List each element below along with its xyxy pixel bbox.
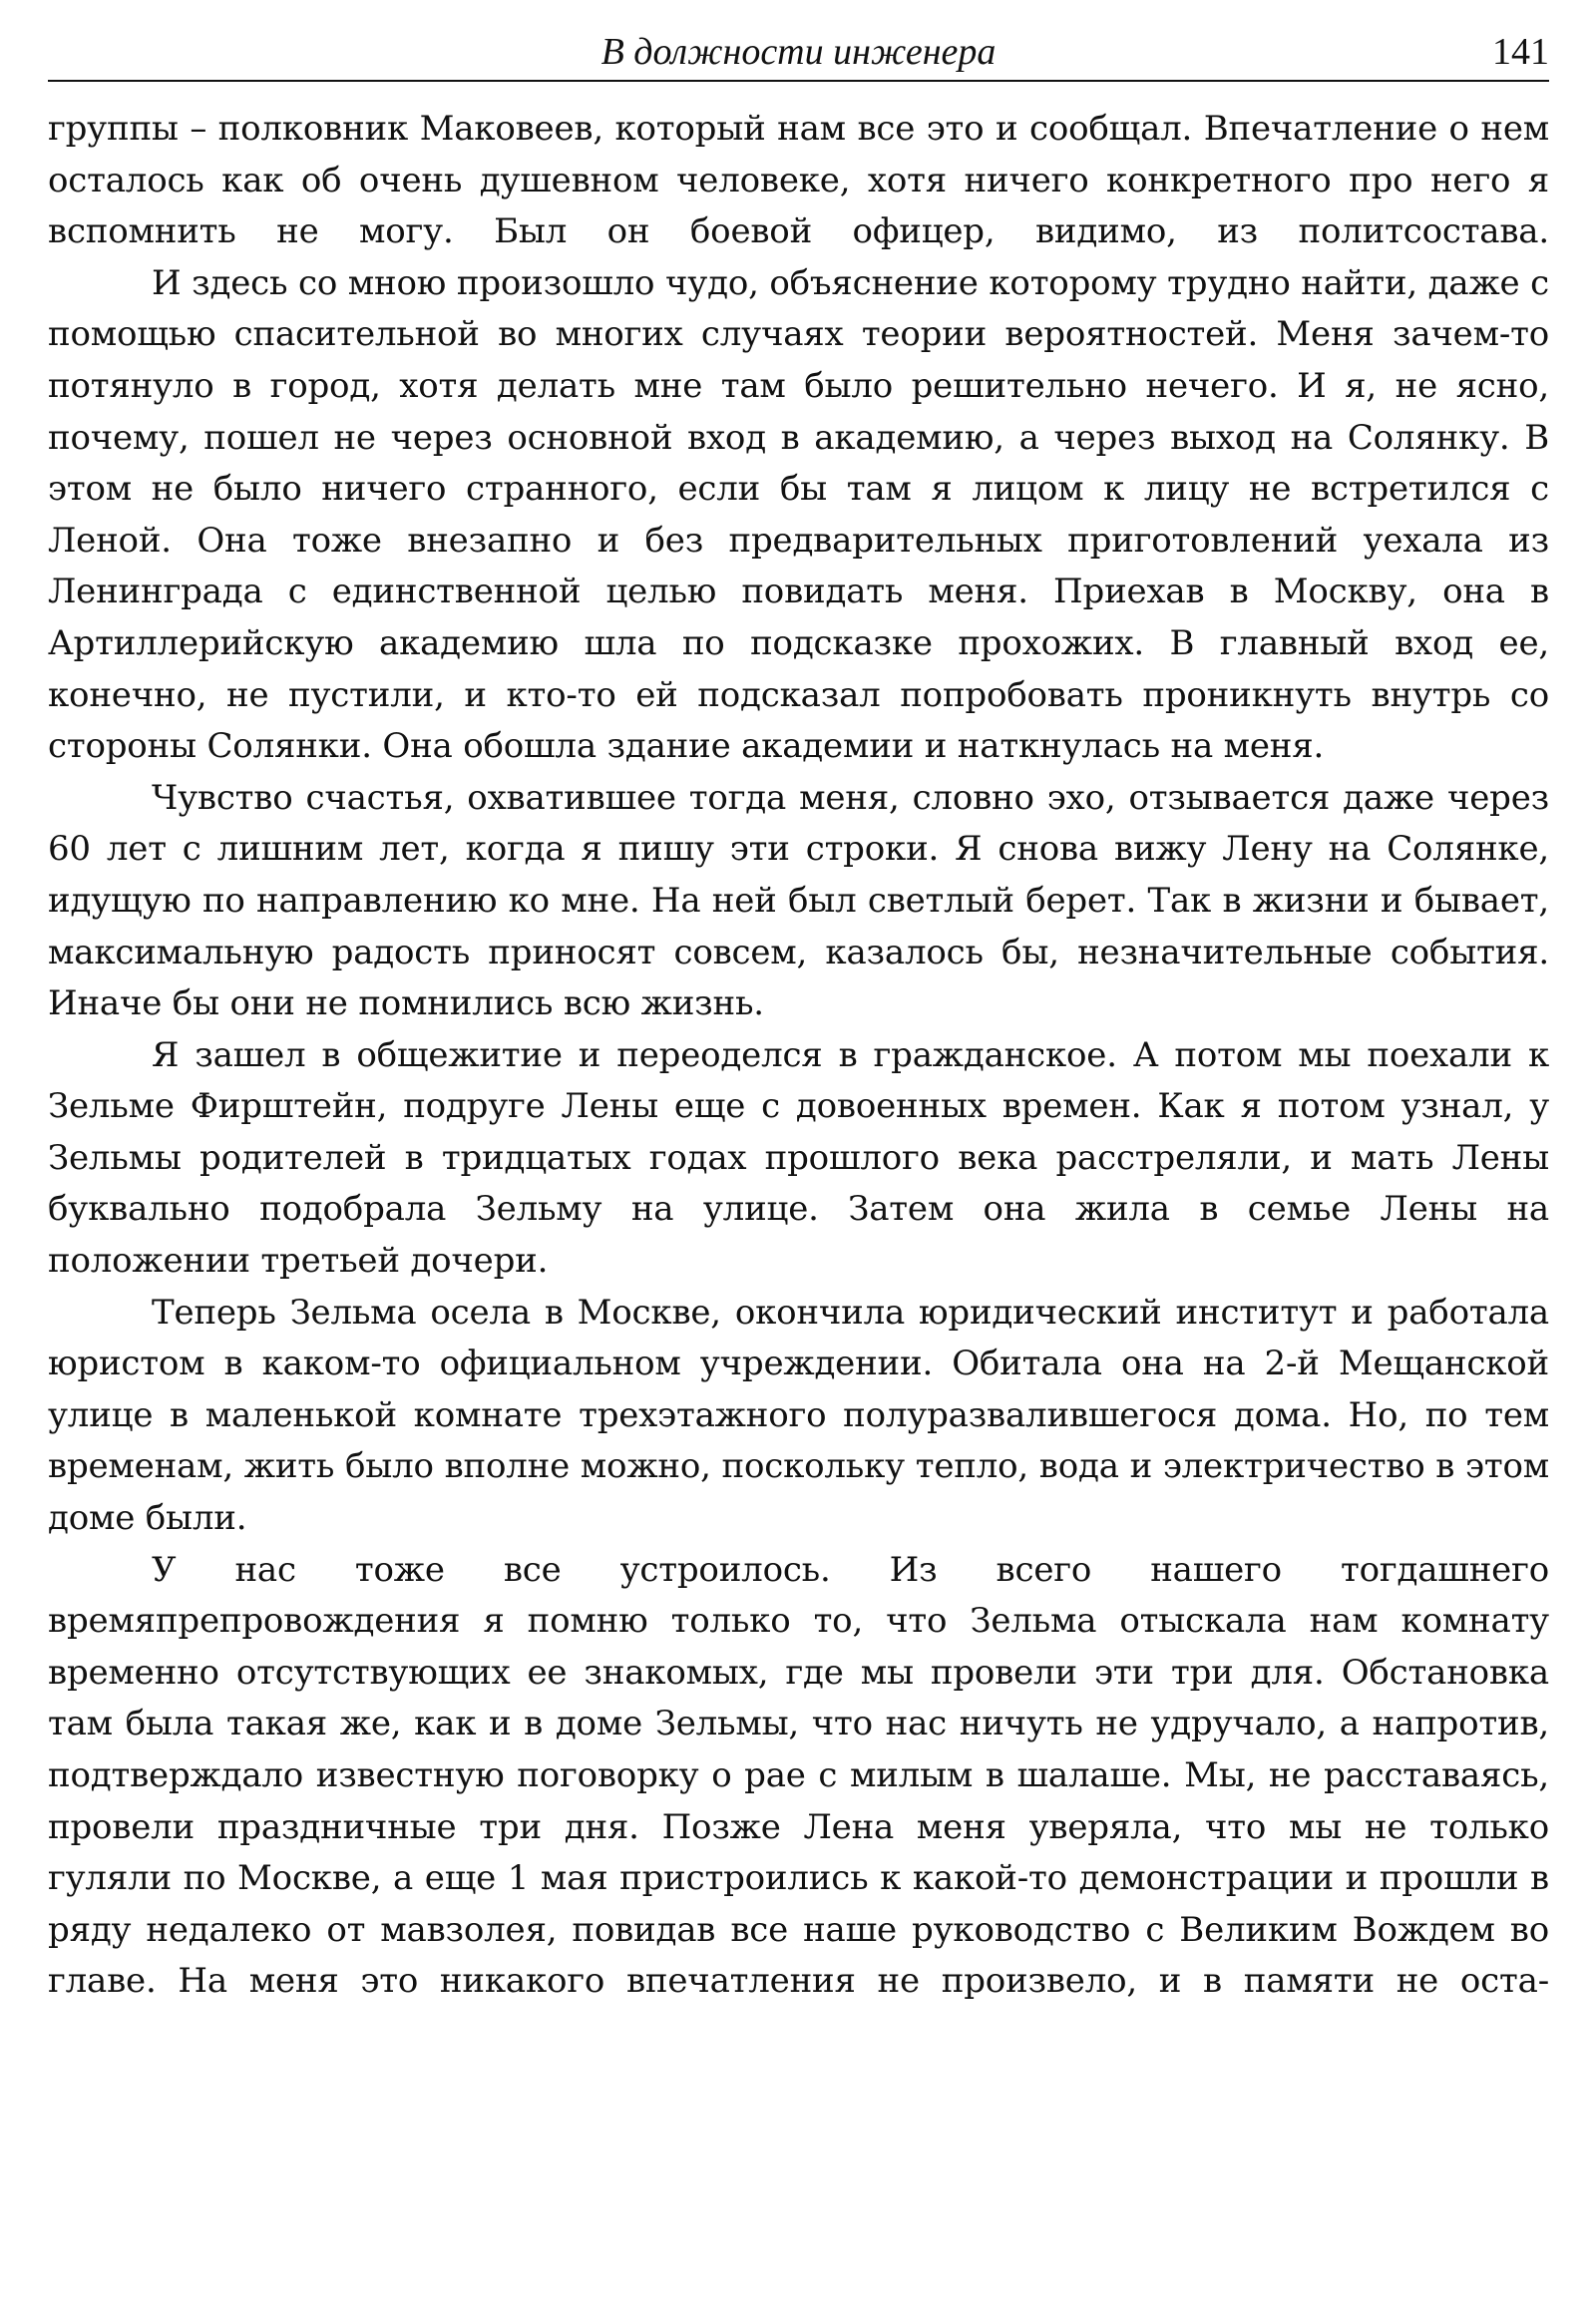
paragraph: И здесь со мною произошло чудо, объяснение которому трудно найти, даже с помощью спасительной во многих случаях теории вероятностей. Меня зачем-то потянуло в город, хотя делать мне там было решительно нечего. И я, не ясно, почему, пошел не через основной вход в академию, а через выход на Солянку. В этом не было ничего странного, если бы там я лицом к лицу не встретился с Леной. Она тоже внезапно и без предварительных приготовлений уехала из Ленинграда с единственной целью повидать меня. Приехав в Москву, она в Артиллерийскую академию шла по подсказке прохожих. В главный вход ее, конечно, не пустили, и кто-то ей подсказал попробовать проникнуть внутрь со стороны Солянки. Она обошла здание академии и наткнулась на меня. bbox=[48, 262, 1549, 767]
paragraph: Чувство счастья, охватившее тогда меня, словно эхо, отзывается даже через 60 лет с лишним лет, когда я пишу эти строки. Я снова вижу Лену на Солянке, идущую по направлению ко мне. На ней был светлый берет. Так в жизни и бывает, максимальную радость приносят совсем, казалось бы, незначительные события. Иначе бы они не помнились всю жизнь. bbox=[48, 777, 1549, 1024]
running-header bbox=[48, 22, 1549, 82]
paragraph: Теперь Зельма осела в Москве, окончила юридический институт и работала юристом в каком-то официальном учреждении. Обитала она на 2-й Мещанской улице в маленькой комнате трехэтажного полуразвалившегося дома. Но, по тем временам, жить было вполне можно, поскольку тепло, вода и электричество в этом доме были. bbox=[48, 1292, 1549, 1539]
paragraph: группы – полковник Маковеев, который нам все это и сообщал. Впечатление о нем осталось как об очень душевном человеке, хотя ничего конкретного про него я вспомнить не могу. Был он боевой офицер, видимо, из политсостава. bbox=[48, 109, 1549, 252]
page-number: 141 bbox=[1492, 31, 1549, 73]
paragraph: У нас тоже все устроилось. Из всего нашего тогдашнего времяпрепровождения я помню только то, что Зельма отыскала нам комнату временно отсутствующих ее знакомых, где мы провели эти три для. Обстановка там была такая же, как и в доме Зельмы, что нас ничуть не удручало, а напротив, подтверждало известную поговорку о рае с милым в шалаше. Мы, не расставаясь, провели праздничные три дня. Позже Лена меня уверяла, что мы не только гуляли по Москве, а еще 1 мая пристроились к какой-то демонстрации и прошли в ряду недалеко от мавзолея, повидав все наше руководство с Великим Вождем во главе. На меня это никакого впечатления не произвело, и в памяти не оста- bbox=[48, 1549, 1549, 2002]
book-page bbox=[48, 22, 1549, 2286]
paragraph: Я зашел в общежитие и переоделся в гражданское. А потом мы поехали к Зельме Фирштейн, подруге Лены еще с довоенных времен. Как я потом узнал, у Зельмы родителей в тридцатых годах прошлого века расстреляли, и мать Лены буквально подобрала Зельму на улице. Затем она жила в семье Лены на положении третьей дочери. bbox=[48, 1034, 1549, 1282]
body-text bbox=[48, 104, 1549, 2008]
running-title: В должности инженера bbox=[600, 31, 997, 73]
